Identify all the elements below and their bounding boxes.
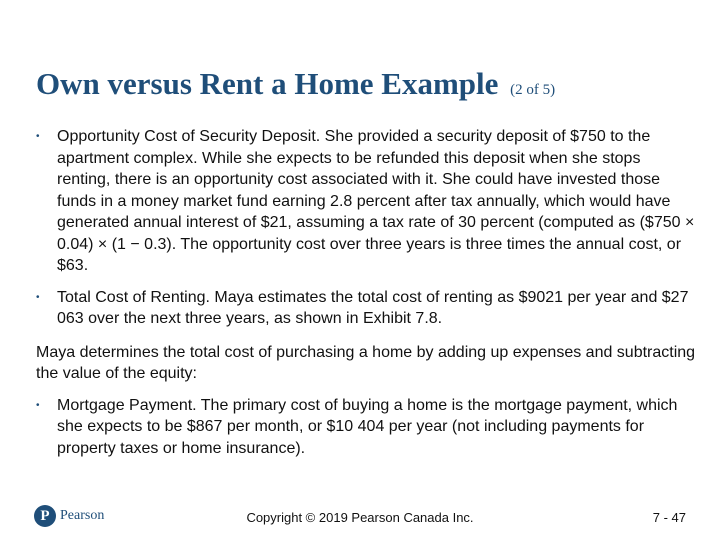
slide-title-part: (2 of 5) xyxy=(510,82,556,98)
bullet-text: Mortgage Payment. The primary cost of buying a home is the mortgage payment, which she expects to be $867 per month, or $10 404 per year (not including payments for property taxes or home insurance). xyxy=(57,396,678,457)
slide-title-text: Own versus Rent a Home Example xyxy=(36,66,499,101)
body-paragraph: Maya determines the total cost of purchasing a home by adding up expenses and subtracting the value of the equity: xyxy=(36,343,696,382)
bullet-dot-icon: • xyxy=(36,131,40,142)
bullet-dot-icon: • xyxy=(36,291,40,303)
bullet-item xyxy=(36,395,696,460)
bullet-text: Total Cost of Renting. Maya estimates the total cost of renting as $9021 per year and $27 063 over the next three years, as shown in Exhibit 7.8. xyxy=(57,288,689,327)
bullet-item xyxy=(36,126,696,277)
bullet-item xyxy=(36,287,696,330)
pearson-logo-icon: P xyxy=(34,505,56,527)
slide-title xyxy=(36,66,555,102)
copyright-text: Copyright © 2019 Pearson Canada Inc. xyxy=(246,510,474,525)
page-number: 7 - 47 xyxy=(652,510,686,525)
slide-footer xyxy=(0,500,720,536)
bullet-text: Opportunity Cost of Security Deposit. She provided a security deposit of $750 to the apartment complex. While she expects to be refunded this deposit when she stops renting, there is an opportunity cost associated with it. She could have invested those funds in a money market fund earning 2.8 percent after tax annually, which would have generated annual interest of $21, assuming a tax rate of 30 percent (computed as ($750 × 0.04) × (1 − 0.3). The opportunity cost over three years is three times the annual cost, or $63. xyxy=(57,128,695,274)
slide-content xyxy=(36,126,696,469)
pearson-logo-text: Pearson xyxy=(60,508,105,523)
bullet-dot-icon: • xyxy=(36,399,40,411)
